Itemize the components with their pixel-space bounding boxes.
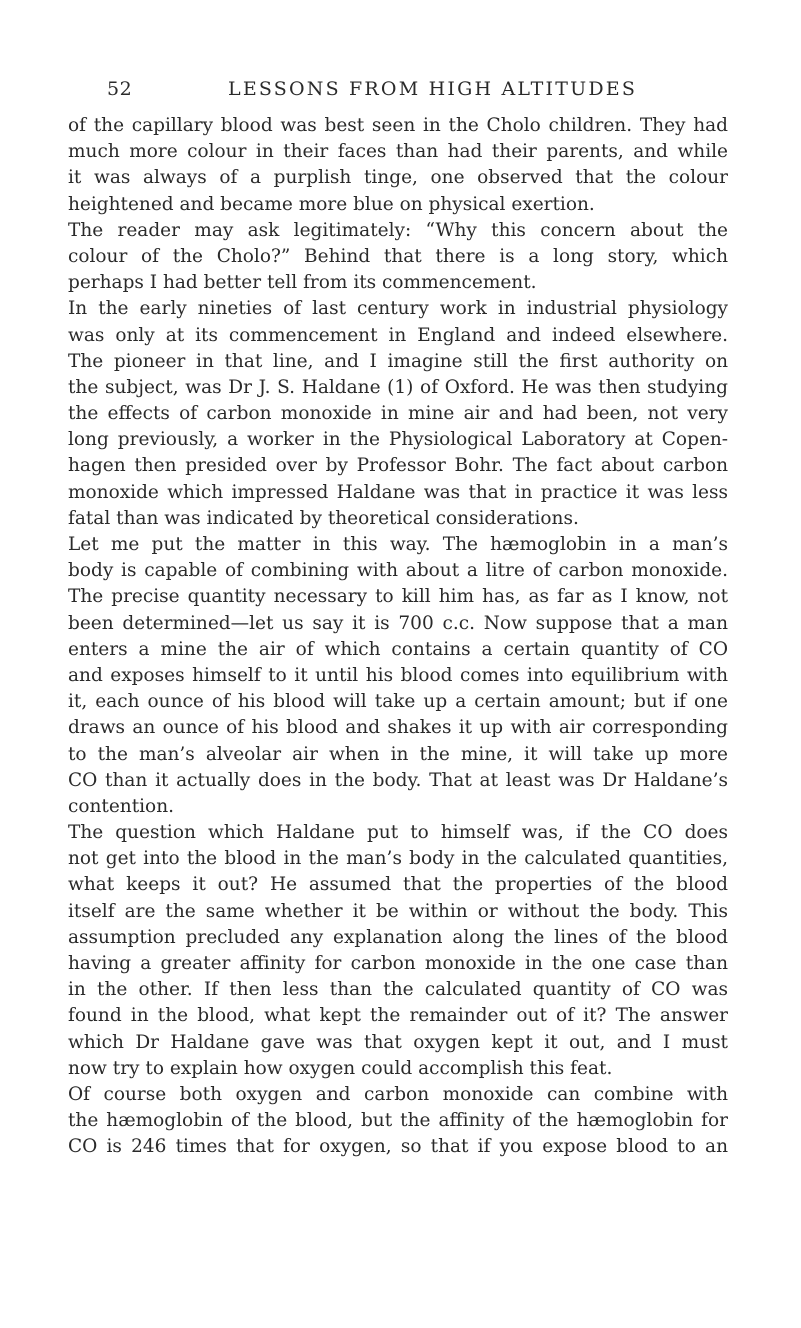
running-title: LESSONS FROM HIGH ALTITUDES [228,78,638,100]
text-line: assumption precluded any explanation along the lines of the blood [68,926,728,948]
text-line: Let me put the matter in this way. The hæmoglobin in a man’s [68,534,728,555]
page-number: 52 [107,78,133,100]
text-line: which Dr Haldane gave was that oxygen kept it out, and I must [68,1031,728,1053]
text-line: In the early nineties of last century work in industrial physiology [68,298,728,320]
text-line: now try to explain how oxygen could accomplish this feat. [68,1057,613,1079]
text-line: Of course both oxygen and carbon monoxide can combine with [68,1083,728,1105]
text-line: in the other. If then less than the calculated quantity of CO was [68,979,728,1001]
text-line: itself are the same whether it be within or without the body. This [68,900,728,922]
text-line: monoxide which impressed Haldane was that in practice it was less [68,481,728,503]
text-line: the subject, was Dr J. S. Haldane (1) of Oxford. He was then studying [68,376,728,398]
text-line: hagen then presided over by Professor Bohr. The fact about carbon [68,455,728,477]
text-line: much more colour in their faces than had their parents, and while [68,141,728,163]
text-line: The reader may ask legitimately: “Why this concern about the [68,219,728,241]
text-line: the hæmoglobin of the blood, but the affinity of the hæmoglobin for [68,1110,728,1132]
text-line: to the man’s alveolar air when in the mine, it will take up more [68,743,728,765]
running-head [0,78,801,106]
text-line: colour of the Cholo?” Behind that there is a long story, which [68,245,728,267]
text-line: The precise quantity necessary to kill him has, as far as I know, not [68,586,728,608]
text-line: the effects of carbon monoxide in mine air and had been, not very [68,403,728,425]
text-line: enters a mine the air of which contains a certain quantity of CO [68,638,728,660]
text-line: heightened and became more blue on physical exertion. [68,193,595,215]
text-line: what keeps it out? He assumed that the properties of the blood [68,874,728,896]
text-line: been determined—let us say it is 700 c.c. Now suppose that a man [68,612,728,634]
text-line: contention. [68,795,174,817]
text-line: was only at its commencement in England and indeed elsewhere. [68,324,728,346]
text-line: not get into the blood in the man’s body in the calculated quantities, [68,848,728,870]
text-line: The question which Haldane put to himself was, if the CO does [68,822,728,844]
text-line: of the capillary blood was best seen in the Cholo children. They had [68,115,728,136]
text-line: The pioneer in that line, and I imagine still the first authority on [68,350,728,372]
text-line: perhaps I had better tell from its commencement. [68,272,537,294]
text-line: and exposes himself to it until his blood comes into equilibrium with [68,664,728,686]
text-line: draws an ounce of his blood and shakes it up with air corresponding [68,717,728,739]
text-line: CO than it actually does in the body. That at least was Dr Haldane’s [68,769,728,791]
text-line: it was always of a purplish tinge, one observed that the colour [68,167,728,189]
text-line: found in the blood, what kept the remainder out of it? The answer [68,1005,728,1027]
body-text [68,113,728,1161]
text-line: body is capable of combining with about a litre of carbon monoxide. [68,560,728,582]
text-line: long previously, a worker in the Physiological Laboratory at Copen- [68,429,728,451]
text-line: CO is 246 times that for oxygen, so that if you expose blood to an [68,1136,728,1158]
text-line: it, each ounce of his blood will take up a certain amount; but if one [68,691,728,713]
text-line: fatal than was indicated by theoretical considerations. [68,507,579,529]
text-line: having a greater affinity for carbon monoxide in the one case than [68,953,728,974]
